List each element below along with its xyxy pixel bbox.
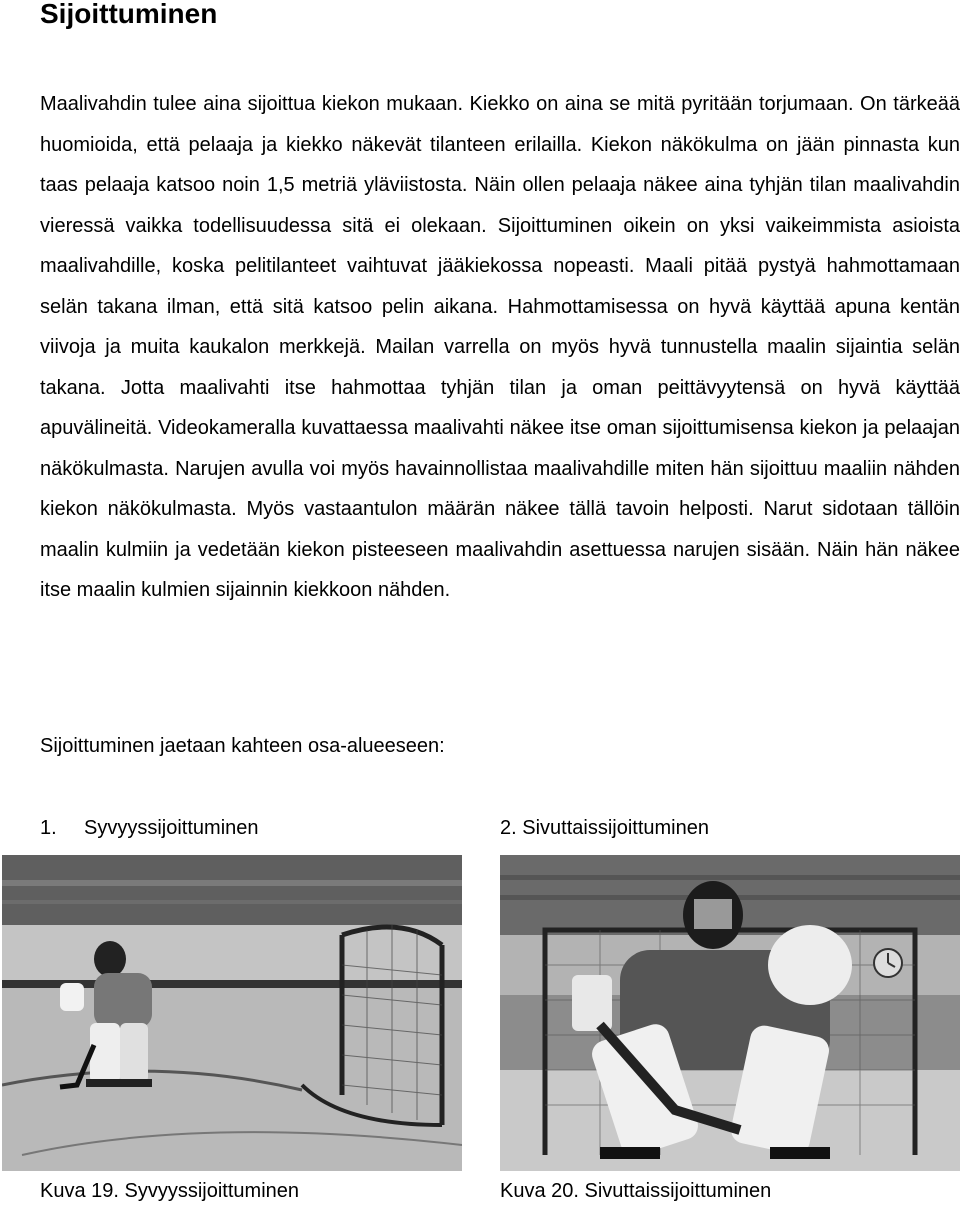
list-item-depth xyxy=(40,812,259,844)
photo-depth-positioning xyxy=(2,855,462,1171)
list-number: 1. xyxy=(40,817,57,839)
list-item-lateral xyxy=(500,812,709,844)
list-label: Syvyyssijoittuminen xyxy=(84,817,259,839)
list-label: Sivuttaissijoittuminen xyxy=(522,817,709,839)
goalie-front-view-image xyxy=(500,855,960,1171)
figure-caption-20: Kuva 20. Sivuttaissijoittuminen xyxy=(500,1180,772,1202)
page-title: Sijoittuminen xyxy=(40,0,218,29)
photo-lateral-positioning xyxy=(500,855,960,1171)
body-paragraph: Maalivahdin tulee aina sijoittua kiekon mukaan. Kiekko on aina se mitä pyritään torjumaan. On tärkeää huomioida, että pelaaja ja kiekko näkevät tilanteen erilailla. Kiekon näkökulma on jään pinnasta kun taas pelaaja katsoo noin 1,5 metriä yläviistosta. Näin ollen pelaaja näkee aina tyhjän tilan maalivahdin vieressä vaikka todellisuudessa sitä ei olekaan. Sijoittuminen oikein on yksi vaikeimmista asioista maalivahdille, koska pelitilanteet vaihtuvat jääkiekossa nopeasti. Maali pitää pystyä hahmottamaan selän takana ilman, että sitä katsoo pelin aikana. Hahmottamisessa on hyvä käyttää apuna kentän viivoja ja muita kaukalon merkkejä. Mailan varrella on myös hyvä tunnustella maalin sijaintia selän takana. Jotta maalivahti itse hahmottaa tyhjän tilan ja oman peittävyytensä on hyvä käyttää apuvälineitä. Videokameralla kuvattaessa maalivahti näkee itse oman sijoittumisensa kiekon ja pelaajan näkökulmasta. Narujen avulla voi myös havainnollistaa maalivahdille miten hän sijoittuu maaliin nähden kiekon näkökulmasta. Myös vastaantulon määrän näkee tällä tavoin helposti. Narut sidotaan tällöin maalin kulmiin ja vedetään kiekon pisteeseen maalivahdin asettuessa narujen sisään. Näin hän näkee itse maalin kulmien sijainnin kiekkoon nähden. xyxy=(40,93,960,601)
goalie-side-view-image xyxy=(2,855,462,1171)
list-intro: Sijoittuminen jaetaan kahteen osa-alueeseen: xyxy=(40,735,445,757)
list-number: 2. xyxy=(500,817,517,839)
figure-caption-19: Kuva 19. Syvyyssijoittuminen xyxy=(40,1180,300,1202)
